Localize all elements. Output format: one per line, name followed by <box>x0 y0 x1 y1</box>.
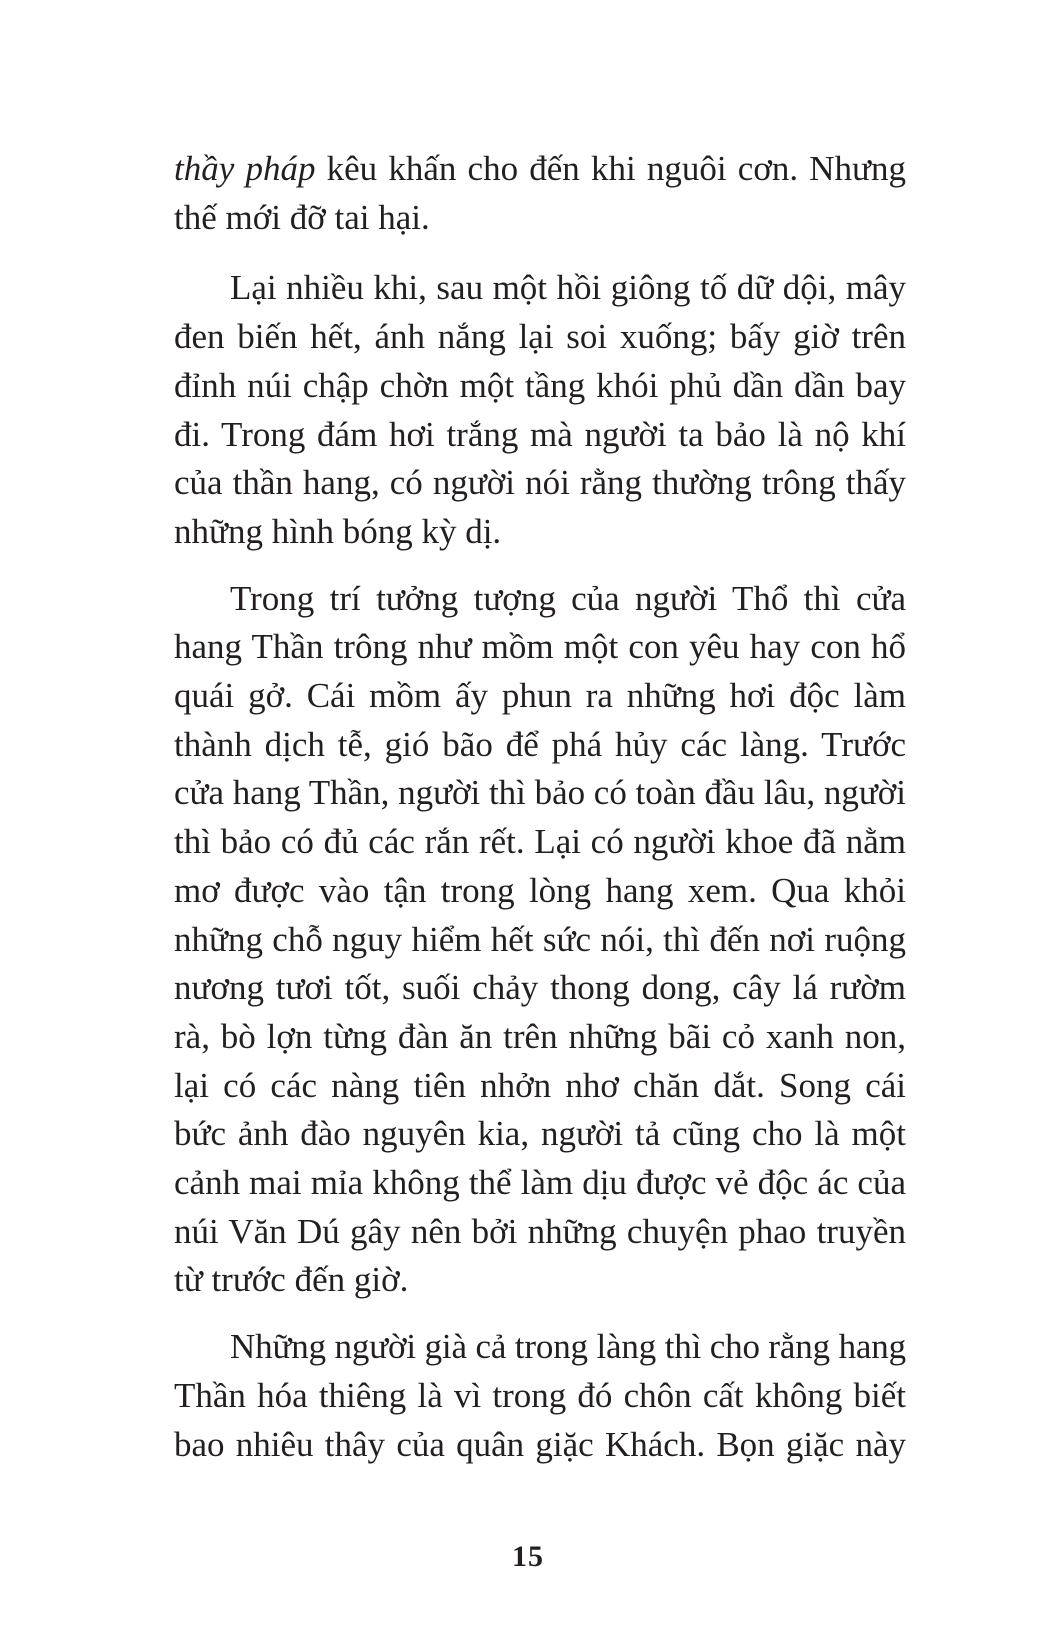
italic-term: thầy pháp <box>174 149 316 188</box>
text-line: đi. Trong đám hơi trắng mà người ta bảo là nộ khí <box>174 414 906 454</box>
text-line: bao nhiêu thây của quân giặc Khách. Bọn giặc này <box>174 1424 906 1464</box>
paragraph <box>174 264 906 556</box>
text-line: cảnh mai mỉa không thể làm dịu được vẻ độc ác của <box>174 1163 906 1203</box>
text-line: những chỗ nguy hiểm hết sức nói, thì đến nơi ruộng <box>174 919 906 959</box>
text-line: thì bảo có đủ các rắn rết. Lại có người khoe đã nằm <box>174 822 906 862</box>
text-line <box>174 145 906 194</box>
text-line: cửa hang Thần, người thì bảo có toàn đầu lâu, người <box>174 773 906 813</box>
text-line: rà, bò lợn từng đàn ăn trên những bãi cỏ xanh non, <box>174 1016 906 1056</box>
text-line: Trong trí tưởng tượng của người Thổ thì cửa <box>230 578 906 618</box>
text-line: mơ được vào tận trong lòng hang xem. Qua khỏi <box>174 870 906 910</box>
text-line: đen biến hết, ánh nắng lại soi xuống; bấy giờ trên <box>174 317 906 357</box>
text-line: từ trước đến giờ. <box>174 1260 409 1300</box>
line-text: kêu khấn cho đến khi nguôi cơn. Nhưng <box>315 149 907 188</box>
body-text <box>174 145 906 1487</box>
paragraph <box>174 145 906 242</box>
text-line: bức ảnh đào nguyên kia, người tả cũng cho là một <box>174 1114 906 1154</box>
text-line: Những người già cả trong làng thì cho rằng hang <box>230 1327 906 1367</box>
text-line: thành dịch tễ, gió bão để phá hủy các làng. Trước <box>174 724 906 764</box>
text-line: đỉnh núi chập chờn một tầng khói phủ dần dần bay <box>174 365 906 405</box>
text-line: hang Thần trông như mồm một con yêu hay con hổ <box>174 627 906 667</box>
text-line: lại có các nàng tiên nhởn nhơ chăn dắt. Song cái <box>174 1065 906 1105</box>
text-line: quái gở. Cái mồm ấy phun ra những hơi độc làm <box>174 676 906 716</box>
text-line: những hình bóng kỳ dị. <box>174 511 502 551</box>
paragraph <box>174 1323 906 1469</box>
text-line: thế mới đỡ tai hại. <box>174 197 430 237</box>
page-number: 15 <box>512 1540 544 1573</box>
text-line: Lại nhiều khi, sau một hồi giông tố dữ dội, mây <box>230 268 906 308</box>
text-line: nương tươi tốt, suối chảy thong dong, cây lá rườm <box>174 968 906 1008</box>
text-line: núi Văn Dú gây nên bởi những chuyện phao truyền <box>174 1211 906 1251</box>
text-line: của thần hang, có người nói rằng thường trông thấy <box>174 463 906 503</box>
paragraph <box>174 575 906 1306</box>
text-line: Thần hóa thiêng là vì trong đó chôn cất không biết <box>174 1375 906 1415</box>
